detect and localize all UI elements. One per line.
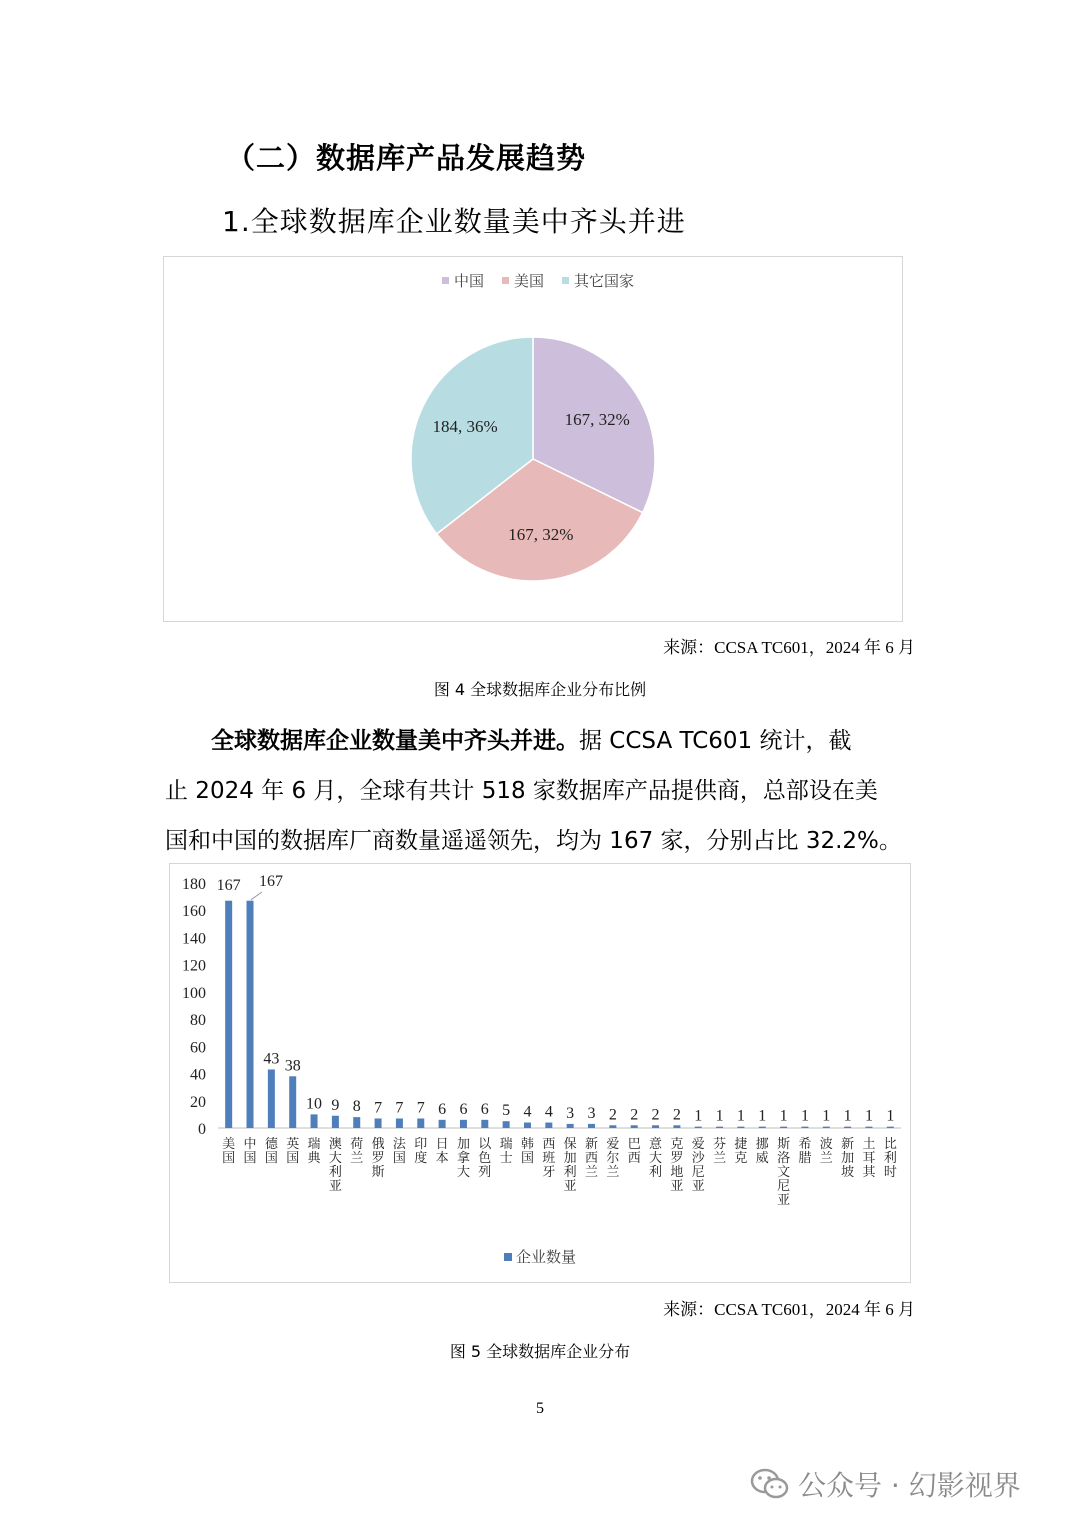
bar: [609, 1125, 616, 1128]
bar-value-label: 6: [438, 1100, 447, 1118]
leader-line: [251, 892, 262, 900]
bar-value-label: 3: [587, 1104, 596, 1122]
bar: [332, 1116, 339, 1128]
x-tick-label-char: 比: [883, 1136, 897, 1151]
y-tick-label: 80: [190, 1012, 206, 1030]
x-tick-label-char: 威: [755, 1150, 769, 1165]
pie-data-label: 167, 32%: [564, 409, 630, 429]
bar: [545, 1123, 552, 1128]
bar: [759, 1127, 766, 1128]
x-tick-label-char: 沙: [691, 1150, 705, 1165]
y-tick-label: 40: [190, 1066, 206, 1084]
figure4-caption: 图 4 全球数据库企业分布比例: [433, 680, 647, 699]
figure4-frame: [163, 256, 903, 622]
bar-value-label: 5: [502, 1102, 511, 1120]
x-tick-label-char: 罗: [371, 1150, 385, 1165]
x-tick-label-char: 地: [670, 1164, 684, 1179]
x-tick-label-char: 利: [563, 1164, 577, 1179]
bar-value-label: 9: [331, 1096, 340, 1114]
bar-value-label: 167: [259, 873, 284, 890]
x-tick-label-char: 英: [286, 1136, 300, 1151]
bar-value-label: 2: [608, 1106, 617, 1124]
bar-value-label: 7: [395, 1099, 404, 1117]
bar-value-label: 43: [263, 1050, 280, 1068]
legend-label: 企业数量: [516, 1250, 577, 1266]
x-tick-label-char: 大: [456, 1164, 470, 1179]
x-tick-label-char: 挪: [755, 1136, 769, 1151]
bar-value-label: 2: [651, 1106, 660, 1124]
x-tick-label-char: 加: [456, 1136, 470, 1151]
x-tick-label-char: 俄: [371, 1136, 385, 1151]
pie-chart: [164, 257, 902, 621]
x-tick-label-char: 亚: [691, 1178, 705, 1193]
bar-value-label: 1: [886, 1107, 895, 1125]
bar: [780, 1127, 787, 1128]
bar: [737, 1127, 744, 1128]
x-tick-label-char: 亚: [777, 1192, 791, 1207]
x-tick-label-char: 爱: [691, 1136, 705, 1151]
bar: [311, 1114, 318, 1128]
x-tick-label-char: 兰: [606, 1164, 620, 1179]
x-tick-label-char: 芬: [713, 1136, 727, 1151]
bar-value-label: 2: [672, 1106, 681, 1124]
bar: [439, 1120, 446, 1128]
x-tick-label-char: 色: [478, 1150, 492, 1165]
bar-value-label: 1: [758, 1107, 767, 1125]
bar: [503, 1121, 510, 1128]
x-tick-label-char: 加: [563, 1150, 577, 1165]
bar-chart: [170, 864, 910, 1282]
x-tick-label-char: 利: [328, 1164, 342, 1179]
legend-swatch: [502, 277, 509, 284]
pie-data-label: 167, 32%: [508, 525, 574, 545]
x-tick-label-char: 士: [499, 1150, 513, 1165]
bar: [844, 1127, 851, 1128]
x-tick-label-char: 时: [883, 1164, 897, 1179]
bar: [801, 1127, 808, 1128]
x-tick-label-char: 文: [777, 1164, 791, 1179]
bar: [673, 1125, 680, 1128]
x-tick-label-char: 亚: [670, 1178, 684, 1193]
figure4-source: 来源：CCSA TC601，2024 年 6 月: [663, 638, 915, 657]
figure5-frame: [169, 863, 911, 1283]
bar-value-label: 1: [715, 1107, 724, 1125]
x-tick-label-char: 西: [627, 1150, 641, 1165]
x-tick-label-char: 土: [862, 1136, 876, 1151]
x-tick-label-char: 洛: [777, 1150, 791, 1165]
paragraph-line-3: 国和中国的数据库厂商数量遥遥领先，均为 167 家，分别占比 32.2%。: [165, 828, 902, 854]
x-tick-label-char: 尼: [777, 1178, 791, 1193]
x-tick-label-char: 国: [286, 1150, 300, 1165]
bar-value-label: 7: [416, 1099, 425, 1117]
x-tick-label-char: 德: [264, 1136, 278, 1151]
page-number: 5: [536, 1400, 544, 1417]
bar: [631, 1125, 638, 1128]
bar-value-label: 1: [694, 1107, 703, 1125]
x-tick-label-char: 斯: [777, 1136, 791, 1151]
x-tick-label-char: 新: [841, 1136, 855, 1151]
bar-value-label: 1: [864, 1107, 873, 1125]
x-tick-label-char: 利: [883, 1150, 897, 1165]
bar-value-label: 10: [306, 1095, 323, 1113]
bar: [417, 1118, 424, 1128]
bar: [396, 1118, 403, 1128]
x-tick-label-char: 大: [649, 1150, 663, 1165]
bar: [588, 1124, 595, 1128]
paragraph-bold-lead: 全球数据库企业数量美中齐头并进。: [211, 728, 579, 754]
x-tick-label-char: 国: [243, 1150, 257, 1165]
x-tick-label-char: 典: [307, 1150, 321, 1165]
bar-value-label: 6: [459, 1100, 468, 1118]
bar: [353, 1117, 360, 1128]
x-tick-label-char: 牙: [542, 1164, 556, 1179]
x-tick-label-char: 克: [670, 1136, 684, 1151]
subsection-heading: 1.全球数据库企业数量美中齐头并进: [222, 205, 686, 238]
x-tick-label-char: 国: [264, 1150, 278, 1165]
bar-value-label: 1: [843, 1107, 852, 1125]
y-tick-label: 100: [182, 984, 206, 1002]
x-tick-label-char: 罗: [670, 1150, 684, 1165]
x-tick-label-char: 亚: [563, 1178, 577, 1193]
bar: [289, 1076, 296, 1128]
legend-swatch: [504, 1253, 512, 1261]
x-tick-label-char: 兰: [819, 1150, 833, 1165]
x-tick-label-char: 坡: [841, 1164, 855, 1179]
x-tick-label-char: 亚: [328, 1178, 342, 1193]
x-tick-label-char: 斯: [371, 1164, 385, 1179]
x-tick-label-char: 拿: [456, 1150, 470, 1165]
bar-value-label: 2: [630, 1106, 639, 1124]
bar-value-label: 6: [480, 1100, 489, 1118]
bar: [865, 1127, 872, 1128]
bar-value-label: 4: [544, 1103, 553, 1121]
x-tick-label-char: 兰: [585, 1164, 599, 1179]
figure5-caption: 图 5 全球数据库企业分布: [449, 1342, 631, 1361]
legend-label: 中国: [454, 274, 485, 290]
bar-value-label: 167: [216, 877, 241, 894]
x-tick-label-char: 大: [328, 1150, 342, 1165]
x-tick-label-char: 加: [841, 1150, 855, 1165]
x-tick-label-char: 兰: [350, 1150, 364, 1165]
bar: [524, 1123, 531, 1128]
x-tick-label-char: 耳: [862, 1150, 876, 1165]
x-tick-label-char: 印: [414, 1136, 428, 1151]
x-tick-label-char: 希: [798, 1136, 812, 1151]
y-tick-label: 160: [182, 903, 206, 921]
bar-value-label: 1: [779, 1107, 788, 1125]
x-tick-label-char: 澳: [328, 1136, 342, 1151]
x-tick-label-char: 爱: [606, 1136, 620, 1151]
wechat-icon: [750, 1467, 790, 1501]
x-tick-label-char: 波: [819, 1136, 833, 1151]
x-tick-label-char: 度: [414, 1150, 428, 1165]
x-tick-label-char: 荷: [350, 1136, 364, 1151]
bar: [716, 1127, 723, 1128]
x-tick-label-char: 巴: [627, 1136, 641, 1151]
x-tick-label-char: 利: [649, 1164, 663, 1179]
bar: [460, 1120, 467, 1128]
bar: [481, 1120, 488, 1128]
bar-value-label: 1: [822, 1107, 831, 1125]
x-tick-label-char: 保: [563, 1136, 577, 1151]
legend-label: 美国: [514, 274, 545, 290]
x-tick-label-char: 法: [392, 1136, 406, 1151]
x-tick-label-char: 列: [478, 1164, 492, 1179]
x-tick-label-char: 意: [649, 1136, 663, 1151]
body-paragraph: [165, 716, 917, 866]
section-heading: （二）数据库产品发展趋势: [226, 141, 587, 175]
bar: [567, 1124, 574, 1128]
legend-swatch: [562, 277, 569, 284]
bar: [247, 901, 254, 1128]
x-tick-label-char: 瑞: [307, 1136, 321, 1151]
x-tick-label-char: 本: [435, 1150, 449, 1165]
bar-value-label: 7: [374, 1099, 383, 1117]
figure5-source: 来源：CCSA TC601，2024 年 6 月: [663, 1300, 915, 1319]
x-tick-label-char: 美: [222, 1136, 236, 1151]
x-tick-label-char: 尼: [691, 1164, 705, 1179]
x-tick-label-char: 腊: [798, 1150, 812, 1165]
x-tick-label-char: 西: [542, 1136, 556, 1151]
bar-value-label: 8: [352, 1098, 361, 1116]
x-tick-label-char: 日: [435, 1136, 449, 1151]
paragraph-line-2: 止 2024 年 6 月，全球有共计 518 家数据库产品提供商，总部设在美: [165, 778, 878, 804]
y-tick-label: 120: [182, 957, 206, 975]
x-tick-label-char: 国: [222, 1150, 236, 1165]
bar: [652, 1125, 659, 1128]
watermark: [750, 1464, 1021, 1504]
x-tick-label-char: 尔: [606, 1150, 620, 1165]
paragraph-line-1: [165, 716, 917, 766]
bar-value-label: 1: [800, 1107, 809, 1125]
bar: [225, 901, 232, 1128]
bar-value-label: 1: [736, 1107, 745, 1125]
x-tick-label-char: 韩: [520, 1136, 534, 1151]
bar: [268, 1069, 275, 1128]
x-tick-label-char: 其: [862, 1164, 876, 1179]
y-tick-label: 140: [182, 930, 206, 948]
y-tick-label: 20: [190, 1093, 206, 1111]
legend-swatch: [442, 277, 449, 284]
bar: [695, 1127, 702, 1128]
y-tick-label: 0: [198, 1121, 206, 1138]
x-tick-label-char: 中: [243, 1136, 257, 1151]
x-tick-label-char: 国: [392, 1150, 406, 1165]
x-tick-label-char: 克: [734, 1150, 748, 1165]
paragraph-line-1-rest: 据 CCSA TC601 统计，截: [579, 728, 852, 754]
x-tick-label-char: 兰: [713, 1150, 727, 1165]
bar: [887, 1127, 894, 1128]
bar-value-label: 38: [284, 1057, 301, 1075]
x-tick-label-char: 以: [478, 1136, 492, 1151]
pie-data-label: 184, 36%: [432, 416, 498, 436]
bar: [823, 1127, 830, 1128]
bar-value-label: 4: [523, 1103, 532, 1121]
legend-label: 其它国家: [574, 274, 635, 290]
y-tick-label: 60: [190, 1039, 206, 1057]
y-tick-label: 180: [182, 876, 206, 893]
x-tick-label-char: 捷: [734, 1136, 748, 1151]
x-tick-label-char: 瑞: [499, 1136, 513, 1151]
x-tick-label-char: 新: [585, 1136, 599, 1151]
bar: [375, 1118, 382, 1128]
x-tick-label-char: 西: [585, 1150, 599, 1165]
bar-value-label: 3: [566, 1104, 575, 1122]
x-tick-label-char: 班: [542, 1150, 556, 1165]
watermark-text: 公众号 · 幻影视界: [798, 1469, 1021, 1502]
x-tick-label-char: 国: [520, 1150, 534, 1165]
